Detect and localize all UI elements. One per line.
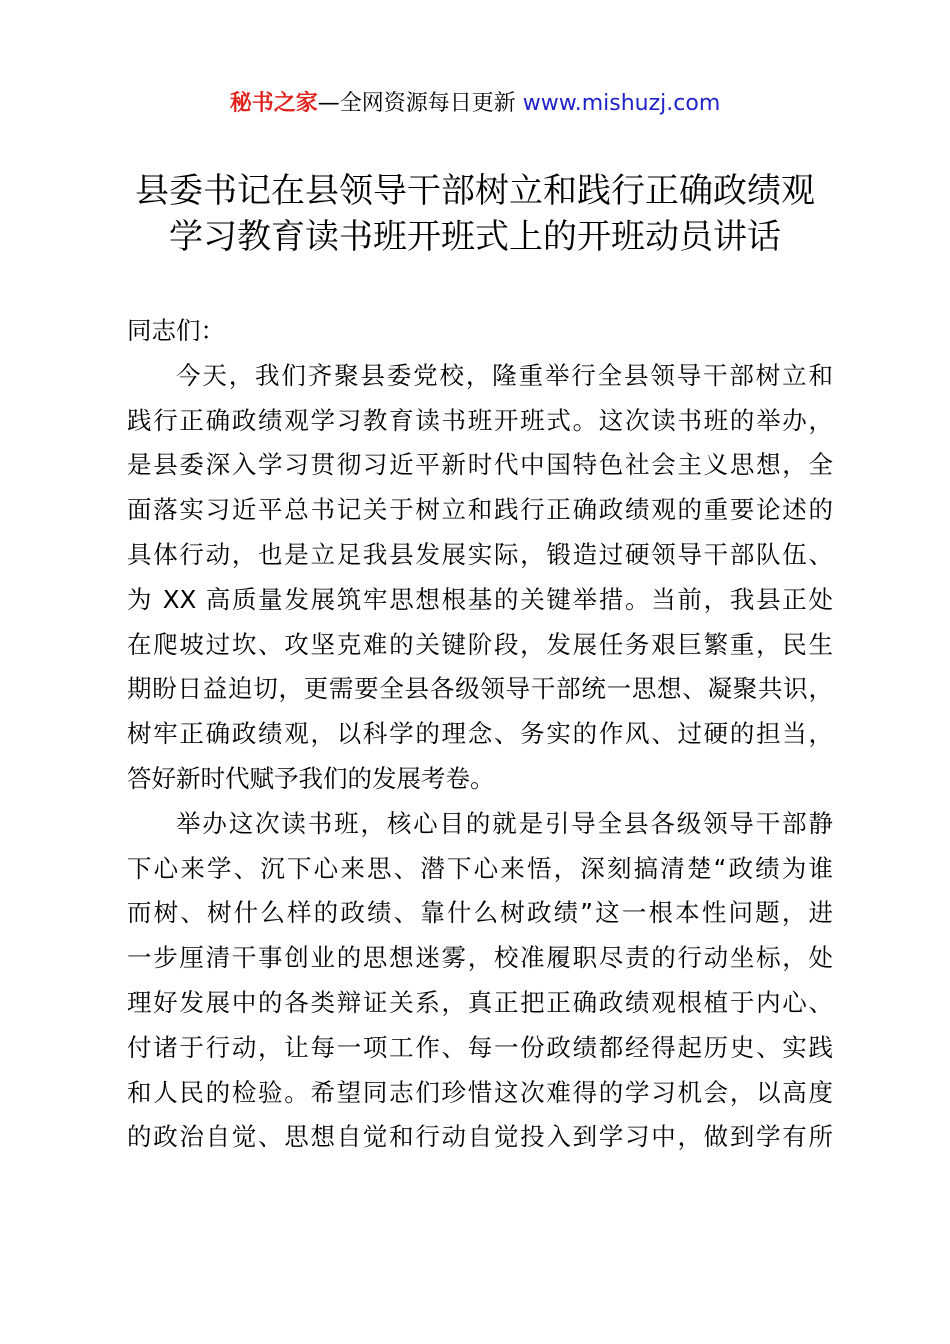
site-header <box>0 88 950 120</box>
text-line: 在爬坡过坎、攻坚克难的关键阶段，发展任务艰巨繁重，民生 <box>127 629 833 659</box>
paragraph-2 <box>127 802 833 1160</box>
document-body <box>127 309 833 1160</box>
text-line: 践行正确政绩观学习教育读书班开班式。这次读书班的举办， <box>127 405 833 435</box>
paragraph-1 <box>127 354 833 802</box>
text-line: 而树、树什么样的政绩、靠什么树政绩”这一根本性问题，进 <box>127 898 833 928</box>
text-line: 是县委深入学习贯彻习近平新时代中国特色社会主义思想，全 <box>127 450 833 480</box>
title-line-1: 县委书记在县领导干部树立和践行正确政绩观 <box>135 171 815 211</box>
text-line: 具体行动，也是立足我县发展实际，锻造过硬领导干部队伍、 <box>127 539 833 569</box>
text-line: 的政治自觉、思想自觉和行动自觉投入到学习中，做到学有所 <box>127 1122 833 1152</box>
text-line: 答好新时代赋予我们的发展考卷。 <box>127 763 495 793</box>
text-line: 举办这次读书班，核心目的就是引导全县各级领导干部静 <box>176 808 833 838</box>
header-tagline: —全网资源每日更新 <box>317 91 523 116</box>
text-line: 下心来学、沉下心来思、潜下心来悟，深刻搞清楚“政绩为谁 <box>127 853 833 883</box>
text-line: 为 XX 高质量发展筑牢思想根基的关键举措。当前，我县正处 <box>127 584 833 614</box>
brand-name: 秘书之家 <box>229 91 318 116</box>
text-line: 一步厘清干事创业的思想迷雾，校准履职尽责的行动坐标，处 <box>127 943 833 973</box>
text-line: 付诸于行动，让每一项工作、每一份政绩都经得起历史、实践 <box>127 1032 833 1062</box>
text-line: 理好发展中的各类辩证关系，真正把正确政绩观根植于内心、 <box>127 987 833 1017</box>
site-url-link[interactable]: www.mishuzj.com <box>522 91 721 116</box>
salutation: 同志们： <box>127 316 225 345</box>
text-line: 和人民的检验。希望同志们珍惜这次难得的学习机会，以高度 <box>127 1077 833 1107</box>
text-line: 树牢正确政绩观，以科学的理念、务实的作风、过硬的担当， <box>127 719 833 749</box>
text-line: 今天，我们齐聚县委党校，隆重举行全县领导干部树立和 <box>176 360 833 390</box>
document-title <box>60 168 890 260</box>
title-line-2: 学习教育读书班开班式上的开班动员讲话 <box>169 217 781 257</box>
text-line: 期盼日益迫切，更需要全县各级领导干部统一思想、凝聚共识， <box>127 674 833 704</box>
text-line: 面落实习近平总书记关于树立和践行正确政绩观的重要论述的 <box>127 495 833 525</box>
